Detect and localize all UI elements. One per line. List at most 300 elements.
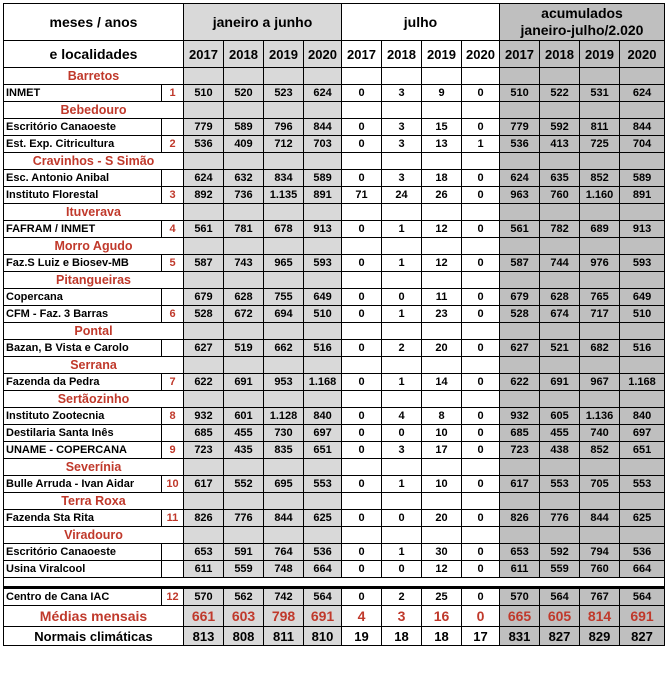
empty-cell: [342, 153, 382, 170]
station-index: [162, 170, 184, 187]
value-cell: 553: [304, 476, 342, 493]
value-cell: 0: [462, 425, 500, 442]
value-cell: 685: [500, 425, 540, 442]
empty-cell: [462, 102, 500, 119]
value-cell: 536: [500, 136, 540, 153]
empty-cell: [184, 459, 224, 476]
value-cell: 0: [342, 170, 382, 187]
empty-cell: [342, 272, 382, 289]
region-name: Ituverava: [4, 204, 184, 221]
value-cell: 25: [422, 588, 462, 606]
value-cell: 516: [304, 340, 342, 357]
value-cell: 3: [382, 136, 422, 153]
value-cell: 553: [540, 476, 580, 493]
empty-cell: [224, 238, 264, 255]
empty-cell: [342, 493, 382, 510]
value-cell: 0: [462, 187, 500, 204]
region-name: Pitangueiras: [4, 272, 184, 289]
station-name: Instituto Zootecnia: [4, 408, 162, 425]
value-cell: 3: [382, 85, 422, 102]
empty-cell: [500, 153, 540, 170]
value-cell: 811: [580, 119, 620, 136]
station-index: 8: [162, 408, 184, 425]
value-cell: 624: [184, 170, 224, 187]
value-cell: 1.135: [264, 187, 304, 204]
value-cell: 528: [500, 306, 540, 323]
value-cell: 0: [342, 306, 382, 323]
value-cell: 536: [184, 136, 224, 153]
empty-cell: [224, 527, 264, 544]
value-cell: 742: [264, 588, 304, 606]
value-cell: 1.136: [580, 408, 620, 425]
value-cell: 0: [462, 221, 500, 238]
value-cell: 17: [422, 442, 462, 459]
station-name: Escritório Canaoeste: [4, 544, 162, 561]
empty-cell: [304, 391, 342, 408]
value-cell: 635: [540, 170, 580, 187]
empty-cell: [382, 272, 422, 289]
empty-cell: [224, 102, 264, 119]
value-cell: 0: [382, 561, 422, 578]
value-cell: 2: [382, 340, 422, 357]
station-row: [4, 544, 665, 561]
station-row: [4, 476, 665, 493]
value-cell: 1: [382, 476, 422, 493]
header-group-julho: julho: [342, 4, 500, 41]
value-cell: 564: [620, 588, 665, 606]
value-cell: 0: [462, 255, 500, 272]
value-cell: 844: [620, 119, 665, 136]
value-cell: 24: [382, 187, 422, 204]
header-acc-line1: acumulados: [541, 5, 623, 21]
table-header: [4, 4, 665, 68]
value-cell: 570: [184, 588, 224, 606]
station-name: Est. Exp. Citricultura: [4, 136, 162, 153]
year-header: 2019: [422, 41, 462, 68]
empty-cell: [224, 68, 264, 85]
value-cell: 744: [540, 255, 580, 272]
region-name: Serrana: [4, 357, 184, 374]
station-index: 5: [162, 255, 184, 272]
empty-cell: [184, 102, 224, 119]
value-cell: 651: [304, 442, 342, 459]
empty-cell: [462, 323, 500, 340]
value-cell: 0: [462, 588, 500, 606]
value-cell: 0: [462, 476, 500, 493]
empty-cell: [264, 204, 304, 221]
year-header: 2017: [500, 41, 540, 68]
value-cell: 1: [382, 255, 422, 272]
value-cell: 593: [304, 255, 342, 272]
value-cell: 413: [540, 136, 580, 153]
empty-cell: [580, 459, 620, 476]
value-cell: 523: [264, 85, 304, 102]
station-index: 12: [162, 588, 184, 606]
value-cell: 16: [422, 606, 462, 627]
value-cell: 852: [580, 170, 620, 187]
value-cell: 510: [304, 306, 342, 323]
value-cell: 2: [382, 588, 422, 606]
value-cell: 827: [620, 627, 665, 646]
value-cell: 625: [304, 510, 342, 527]
value-cell: 435: [224, 442, 264, 459]
value-cell: 844: [580, 510, 620, 527]
empty-cell: [540, 272, 580, 289]
value-cell: 765: [580, 289, 620, 306]
value-cell: 691: [540, 374, 580, 391]
value-cell: 695: [264, 476, 304, 493]
empty-cell: [540, 527, 580, 544]
value-cell: 617: [184, 476, 224, 493]
header-group-acumulados: [500, 4, 665, 41]
empty-cell: [422, 272, 462, 289]
empty-cell: [540, 153, 580, 170]
value-cell: 593: [620, 255, 665, 272]
station-index: [162, 561, 184, 578]
value-cell: 0: [342, 374, 382, 391]
value-cell: 835: [264, 442, 304, 459]
value-cell: 653: [184, 544, 224, 561]
table-body: [4, 68, 665, 646]
value-cell: 632: [224, 170, 264, 187]
empty-cell: [342, 68, 382, 85]
empty-cell: [422, 153, 462, 170]
value-cell: 0: [462, 289, 500, 306]
value-cell: 963: [500, 187, 540, 204]
value-cell: 562: [224, 588, 264, 606]
value-cell: 913: [304, 221, 342, 238]
value-cell: 967: [580, 374, 620, 391]
value-cell: 605: [540, 408, 580, 425]
empty-cell: [580, 323, 620, 340]
empty-cell: [224, 391, 264, 408]
value-cell: 13: [422, 136, 462, 153]
empty-cell: [620, 527, 665, 544]
station-name: UNAME - COPERCANA: [4, 442, 162, 459]
value-cell: 808: [224, 627, 264, 646]
value-cell: 840: [620, 408, 665, 425]
value-cell: 662: [264, 340, 304, 357]
station-row: [4, 187, 665, 204]
empty-cell: [540, 391, 580, 408]
value-cell: 717: [580, 306, 620, 323]
empty-cell: [540, 323, 580, 340]
value-cell: 723: [500, 442, 540, 459]
value-cell: 627: [500, 340, 540, 357]
value-cell: 1: [382, 374, 422, 391]
station-row: [4, 442, 665, 459]
value-cell: 1: [382, 544, 422, 561]
spacer-row: [4, 578, 665, 588]
empty-cell: [184, 391, 224, 408]
station-name: Instituto Florestal: [4, 187, 162, 204]
station-name: Centro de Cana IAC: [4, 588, 162, 606]
empty-cell: [462, 357, 500, 374]
value-cell: 0: [462, 85, 500, 102]
empty-cell: [382, 493, 422, 510]
empty-cell: [500, 204, 540, 221]
value-cell: 743: [224, 255, 264, 272]
value-cell: 725: [580, 136, 620, 153]
value-cell: 796: [264, 119, 304, 136]
empty-cell: [342, 357, 382, 374]
year-header: 2017: [342, 41, 382, 68]
region-name: Severínia: [4, 459, 184, 476]
value-cell: 3: [382, 606, 422, 627]
value-cell: 0: [342, 561, 382, 578]
value-cell: 4: [342, 606, 382, 627]
value-cell: 589: [304, 170, 342, 187]
empty-cell: [462, 527, 500, 544]
empty-cell: [382, 238, 422, 255]
empty-cell: [580, 204, 620, 221]
value-cell: 1: [382, 306, 422, 323]
empty-cell: [580, 493, 620, 510]
value-cell: 649: [304, 289, 342, 306]
value-cell: 840: [304, 408, 342, 425]
station-row: [4, 561, 665, 578]
empty-cell: [540, 102, 580, 119]
empty-cell: [304, 68, 342, 85]
empty-cell: [540, 357, 580, 374]
region-name: Morro Agudo: [4, 238, 184, 255]
station-name: FAFRAM / INMET: [4, 221, 162, 238]
empty-cell: [264, 357, 304, 374]
value-cell: 536: [620, 544, 665, 561]
value-cell: 622: [500, 374, 540, 391]
value-cell: 0: [462, 306, 500, 323]
rainfall-table: [3, 3, 665, 646]
station-row: [4, 289, 665, 306]
value-cell: 0: [342, 442, 382, 459]
value-cell: 3: [382, 442, 422, 459]
value-cell: 510: [184, 85, 224, 102]
value-cell: 965: [264, 255, 304, 272]
value-cell: 12: [422, 221, 462, 238]
value-cell: 1.168: [620, 374, 665, 391]
station-name: Copercana: [4, 289, 162, 306]
value-cell: 592: [540, 544, 580, 561]
value-cell: 776: [224, 510, 264, 527]
value-cell: 0: [342, 85, 382, 102]
value-cell: 531: [580, 85, 620, 102]
empty-cell: [462, 493, 500, 510]
station-index: 9: [162, 442, 184, 459]
value-cell: 697: [304, 425, 342, 442]
year-header: 2020: [304, 41, 342, 68]
station-row: [4, 255, 665, 272]
value-cell: 665: [500, 606, 540, 627]
empty-cell: [264, 527, 304, 544]
empty-cell: [422, 527, 462, 544]
empty-cell: [620, 459, 665, 476]
value-cell: 649: [620, 289, 665, 306]
empty-cell: [224, 357, 264, 374]
empty-cell: [422, 102, 462, 119]
region-name: Viradouro: [4, 527, 184, 544]
value-cell: 625: [620, 510, 665, 527]
year-header: 2017: [184, 41, 224, 68]
value-cell: 0: [462, 119, 500, 136]
region-name: Cravinhos - S Simão: [4, 153, 184, 170]
value-cell: 564: [304, 588, 342, 606]
value-cell: 661: [184, 606, 224, 627]
station-row: [4, 510, 665, 527]
empty-cell: [342, 204, 382, 221]
value-cell: 601: [224, 408, 264, 425]
value-cell: 14: [422, 374, 462, 391]
value-cell: 521: [540, 340, 580, 357]
empty-cell: [304, 272, 342, 289]
value-cell: 664: [304, 561, 342, 578]
value-cell: 0: [342, 340, 382, 357]
station-name: Fazenda Sta Rita: [4, 510, 162, 527]
year-header: 2020: [620, 41, 665, 68]
value-cell: 932: [500, 408, 540, 425]
value-cell: 0: [462, 544, 500, 561]
value-cell: 624: [304, 85, 342, 102]
value-cell: 810: [304, 627, 342, 646]
value-cell: 826: [500, 510, 540, 527]
station-index: [162, 119, 184, 136]
value-cell: 0: [342, 588, 382, 606]
empty-cell: [304, 102, 342, 119]
station-name: Bazan, B Vista e Carolo: [4, 340, 162, 357]
empty-cell: [264, 459, 304, 476]
empty-cell: [224, 153, 264, 170]
value-cell: 15: [422, 119, 462, 136]
station-row-centro: [4, 588, 665, 606]
value-cell: 730: [264, 425, 304, 442]
value-cell: 23: [422, 306, 462, 323]
station-row: [4, 136, 665, 153]
empty-cell: [304, 153, 342, 170]
value-cell: 591: [224, 544, 264, 561]
value-cell: 519: [224, 340, 264, 357]
value-cell: 691: [304, 606, 342, 627]
header-label-line1: meses / anos: [4, 4, 184, 41]
value-cell: 932: [184, 408, 224, 425]
empty-cell: [382, 153, 422, 170]
value-cell: 455: [540, 425, 580, 442]
empty-cell: [304, 238, 342, 255]
empty-cell: [304, 323, 342, 340]
empty-cell: [462, 459, 500, 476]
empty-cell: [422, 391, 462, 408]
empty-cell: [540, 238, 580, 255]
header-acc-line2: janeiro-julho/2.020: [520, 22, 644, 38]
empty-cell: [540, 204, 580, 221]
empty-cell: [342, 323, 382, 340]
value-cell: 552: [224, 476, 264, 493]
empty-cell: [580, 357, 620, 374]
station-row: [4, 374, 665, 391]
empty-cell: [500, 272, 540, 289]
value-cell: 592: [540, 119, 580, 136]
region-row: [4, 272, 665, 289]
empty-cell: [620, 391, 665, 408]
value-cell: 1: [462, 136, 500, 153]
region-row: [4, 153, 665, 170]
empty-cell: [620, 238, 665, 255]
region-row: [4, 493, 665, 510]
value-cell: 827: [540, 627, 580, 646]
empty-cell: [264, 68, 304, 85]
year-header: 2020: [462, 41, 500, 68]
empty-cell: [382, 527, 422, 544]
value-cell: 520: [224, 85, 264, 102]
medias-row: [4, 606, 665, 627]
value-cell: 712: [264, 136, 304, 153]
value-cell: 17: [462, 627, 500, 646]
empty-cell: [422, 68, 462, 85]
region-row: [4, 238, 665, 255]
value-cell: 12: [422, 255, 462, 272]
empty-cell: [620, 204, 665, 221]
empty-cell: [580, 272, 620, 289]
value-cell: 0: [342, 119, 382, 136]
value-cell: 8: [422, 408, 462, 425]
value-cell: 723: [184, 442, 224, 459]
value-cell: 782: [540, 221, 580, 238]
value-cell: 794: [580, 544, 620, 561]
value-cell: 510: [500, 85, 540, 102]
value-cell: 748: [264, 561, 304, 578]
value-cell: 30: [422, 544, 462, 561]
value-cell: 679: [500, 289, 540, 306]
region-row: [4, 102, 665, 119]
empty-cell: [264, 102, 304, 119]
value-cell: 559: [224, 561, 264, 578]
empty-cell: [580, 102, 620, 119]
value-cell: 798: [264, 606, 304, 627]
empty-cell: [264, 391, 304, 408]
value-cell: 587: [184, 255, 224, 272]
station-row: [4, 221, 665, 238]
region-row: [4, 459, 665, 476]
value-cell: 11: [422, 289, 462, 306]
station-row: [4, 119, 665, 136]
value-cell: 522: [540, 85, 580, 102]
station-index: 11: [162, 510, 184, 527]
empty-cell: [342, 527, 382, 544]
value-cell: 622: [184, 374, 224, 391]
value-cell: 685: [184, 425, 224, 442]
value-cell: 19: [342, 627, 382, 646]
value-cell: 691: [620, 606, 665, 627]
empty-cell: [382, 459, 422, 476]
value-cell: 767: [580, 588, 620, 606]
value-cell: 953: [264, 374, 304, 391]
value-cell: 891: [620, 187, 665, 204]
value-cell: 570: [500, 588, 540, 606]
value-cell: 779: [500, 119, 540, 136]
region-name: Bebedouro: [4, 102, 184, 119]
value-cell: 0: [342, 425, 382, 442]
value-cell: 755: [264, 289, 304, 306]
station-name: Bulle Arruda - Ivan Aidar: [4, 476, 162, 493]
value-cell: 10: [422, 425, 462, 442]
empty-cell: [462, 238, 500, 255]
value-cell: 834: [264, 170, 304, 187]
value-cell: 704: [620, 136, 665, 153]
value-cell: 0: [462, 408, 500, 425]
empty-cell: [224, 204, 264, 221]
value-cell: 694: [264, 306, 304, 323]
empty-cell: [304, 493, 342, 510]
empty-cell: [184, 153, 224, 170]
empty-cell: [462, 391, 500, 408]
